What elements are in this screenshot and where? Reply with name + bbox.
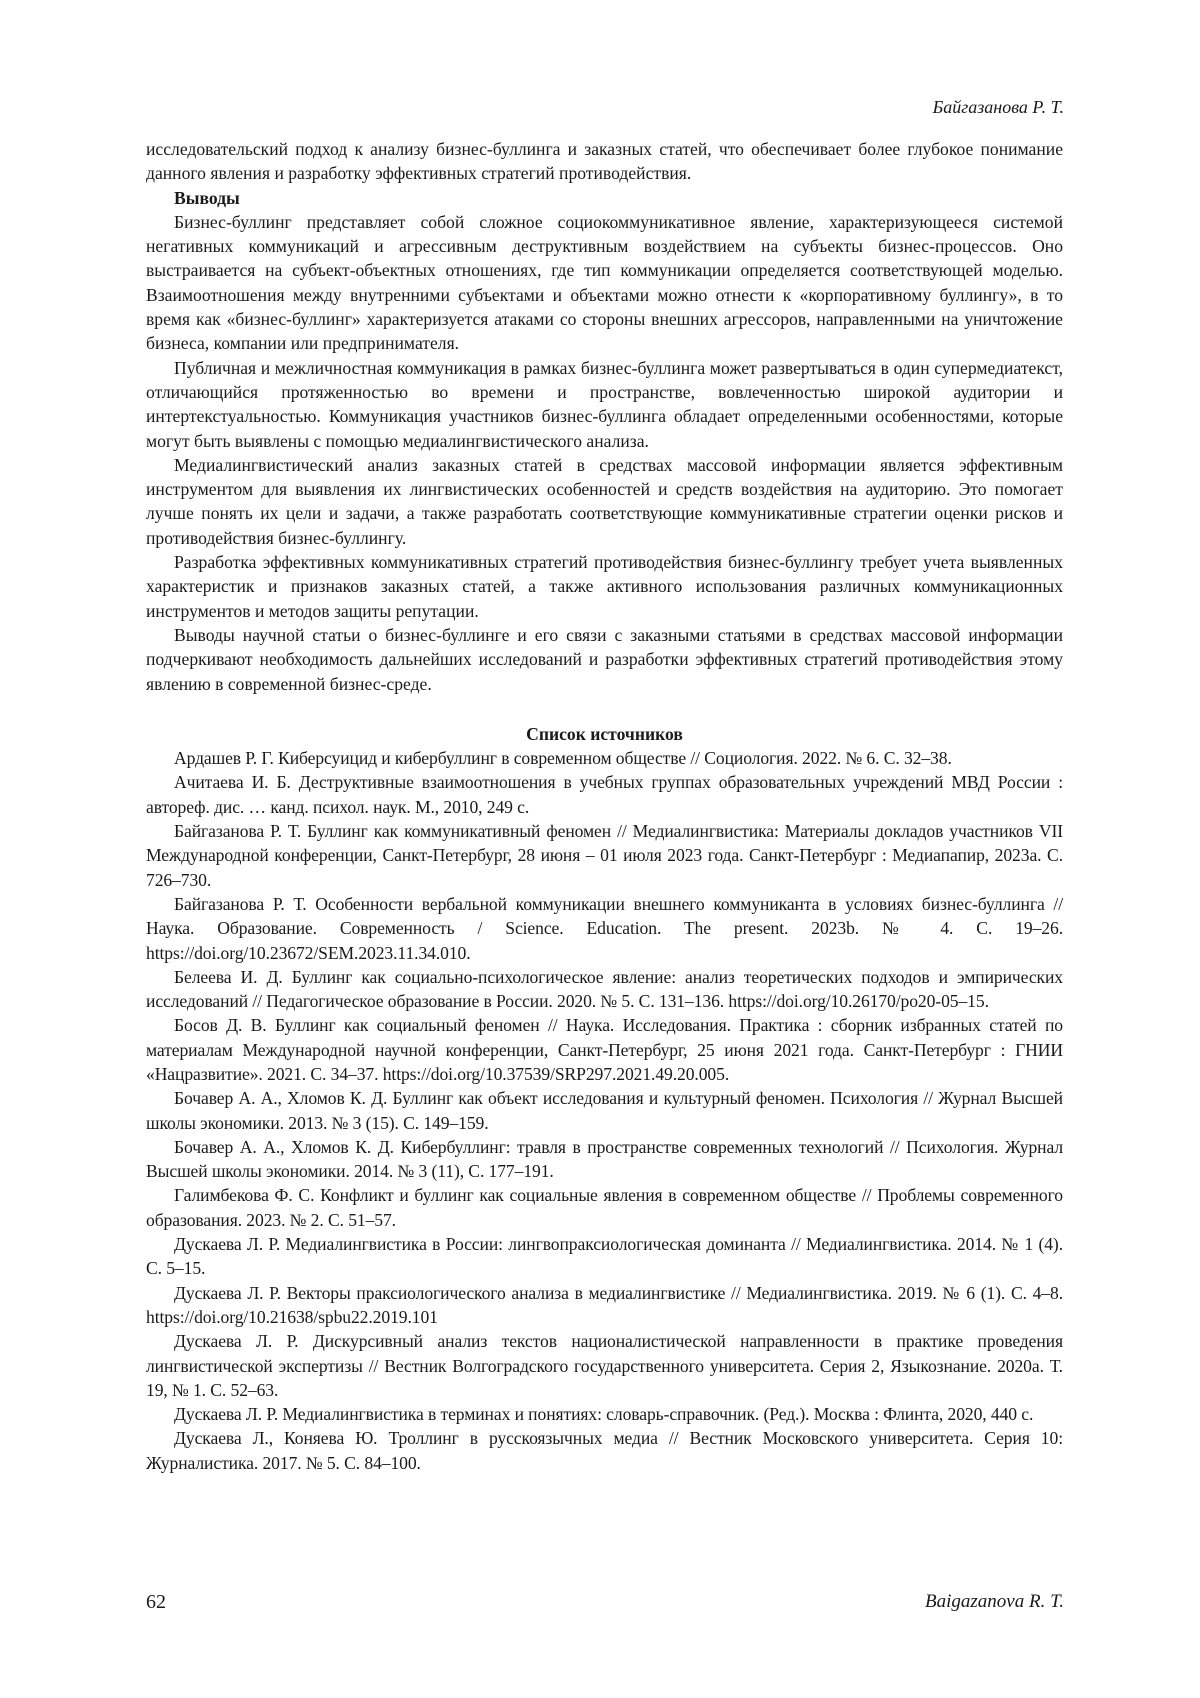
reference-item: Дускаева Л., Коняева Ю. Троллинг в русскоязычных медиа // Вестник Московского университета. Серия 10: Журналистика. 2017. № 5. С. 84–100.	[146, 1428, 1063, 1473]
reference-item: Ардашев Р. Г. Киберсуицид и кибербуллинг в современном обществе // Социология. 2022. № 6. С. 32–38.	[174, 748, 952, 769]
reference-item: Ачитаева И. Б. Деструктивные взаимоотношения в учебных группах образовательных учреждений МВД России : автореф. дис. … канд. психол. наук. М., 2010, 249 с.	[146, 772, 1063, 817]
conclusions-paragraph-1: Бизнес-буллинг представляет собой сложное социокоммуникативное явление, характеризующееся системой негативных коммуникаций и агрессивным деструктивным воздействием на субъекты бизнес-процессов. Оно выстраивается на субъект-объектных отношениях, где тип коммуникации определяется соответствующей моделью. Взаимоотношения между внутренними субъектами и объектами можно отнести к «корпоративному буллингу», в то время как «бизнес-буллинг» характеризуется атаками со стороны внешних агрессоров, направленными на уничтожение бизнеса, компании или предпринимателя.	[146, 211, 1063, 354]
conclusions-paragraph-5: Выводы научной статьи о бизнес-буллинге и его связи с заказными статьями в средствах массовой информации подчеркивают необходимость дальнейших исследований и разработки эффективных стратегий противодействия этому явлению в современной бизнес-среде.	[146, 624, 1063, 694]
reference-item: Дускаева Л. Р. Векторы праксиологического анализа в медиалингвистике // Медиалингвистика. 2019. № 6 (1). С. 4–8. https://doi.org/10.21638/spbu22.2019.101	[146, 1282, 1063, 1327]
references-heading: Список источников	[526, 723, 683, 744]
running-foot: Baigazanova R. T.	[925, 1591, 1064, 1612]
reference-item: Галимбекова Ф. С. Конфликт и буллинг как социальные явления в современном обществе // Проблемы современного образования. 2023. № 2. С. 51–57.	[146, 1185, 1063, 1230]
conclusions-paragraph-4: Разработка эффективных коммуникативных стратегий противодействия бизнес-буллингу требует учета выявленных характеристик и признаков заказных статей, а также активного использования различных коммуникационных инструментов и методов защиты репутации.	[146, 552, 1063, 621]
reference-item: Бочавер А. А., Хломов К. Д. Кибербуллинг: травля в пространстве современных технологий // Психология. Журнал Высшей школы экономики. 2014. № 3 (11), С. 177–191.	[146, 1136, 1063, 1182]
reference-item: Байгазанова Р. Т. Буллинг как коммуникативный феномен // Медиалингвистика: Материалы докладов участников VII Международной конференции, Санкт-Петербург, 28 июня – 01 июля 2023 года. Санкт-Петербург : Медиапапир, 2023a. С. 726–730.	[146, 821, 1063, 890]
intro-continuation-paragraph: исследовательский подход к анализу бизнес-буллинга и заказных статей, что обеспечивает более глубокое понимание данного явления и разработку эффективных стратегий противодействия.	[146, 139, 1063, 184]
conclusions-paragraph-3: Медиалингвистический анализ заказных статей в средствах массовой информации является эффективным инструментом для выявления их лингвистических особенностей и средств воздействия на аудиторию. Это помогает лучше понять их цели и задачи, а также разработать соответствующие коммуникативные стратегии оценки рисков и противодействия бизнес-буллингу.	[146, 454, 1063, 548]
conclusions-heading: Выводы	[174, 187, 240, 208]
reference-item: Дускаева Л. Р. Медиалингвистика в России: лингвопраксиологическая доминанта // Медиалингвистика. 2014. № 1 (4). С. 5–15.	[146, 1234, 1063, 1279]
reference-item: Дускаева Л. Р. Дискурсивный анализ текстов националистической направленности в практике проведения лингвистической экспертизы // Вестник Волгоградского государственного университета. Серия 2, Языкознание. 2020a. Т. 19, № 1. С. 52–63.	[146, 1331, 1063, 1400]
running-head: Байгазанова Р. Т.	[932, 97, 1064, 117]
references-list	[146, 746, 1063, 1475]
reference-item: Байгазанова Р. Т. Особенности вербальной коммуникации внешнего коммуниканта в условиях бизнес-буллинга // Наука. Образование. Современность / Science. Education. The present. 2023b. № 4. С. 19–26. https://doi.org/10.23672/SEM.2023.11.34.010.	[146, 893, 1063, 963]
reference-item: Дускаева Л. Р. Медиалингвистика в терминах и понятиях: словарь-справочник. (Ред.). Москва : Флинта, 2020, 440 с.	[174, 1404, 1034, 1425]
reference-item: Босов Д. В. Буллинг как социальный феномен // Наука. Исследования. Практика : сборник избранных статей по материалам Международной научной конференции, Санкт-Петербург, 25 июня 2021 года. Санкт-Петербург : ГНИИ «Нацразвитие». 2021. С. 34–37. https://doi.org/10.37539/SRP297.2021.49.20.005.	[146, 1015, 1063, 1084]
reference-item: Белеева И. Д. Буллинг как социально-психологическое явление: анализ теоретических подходов и эмпирических исследований // Педагогическое образование в России. 2020. № 5. С. 131–136. https://doi.org/10.26170/po20-05–15.	[146, 966, 1063, 1012]
reference-item: Бочавер А. А., Хломов К. Д. Буллинг как объект исследования и культурный феномен. Психология // Журнал Высшей школы экономики. 2013. № 3 (15). С. 149–159.	[146, 1088, 1063, 1133]
conclusions-paragraph-2: Публичная и межличностная коммуникация в рамках бизнес-буллинга может развертываться в один супермедиатекст, отличающийся протяженностью во времени и пространстве, вовлеченностью широкой аудитории и интертекстуальностью. Коммуникация участников бизнес-буллинга обладает определенными особенностями, которые могут быть выявлены с помощью медиалингвистического анализа.	[146, 357, 1063, 451]
page-number: 62	[146, 1591, 166, 1613]
page-content	[146, 137, 1063, 1475]
